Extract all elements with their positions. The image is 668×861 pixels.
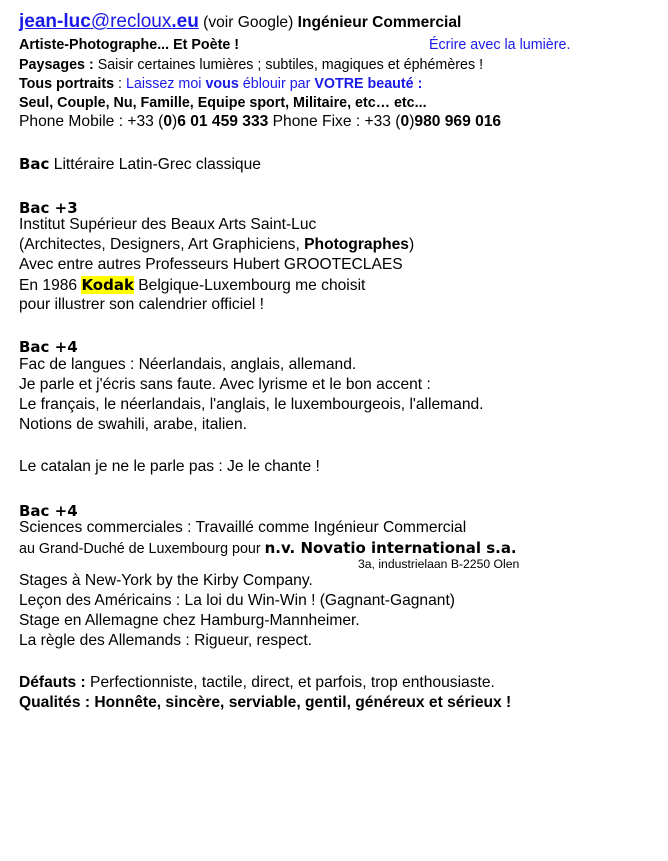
bac4-commerce-line1: Sciences commerciales : Travaillé comme Ingénieur Commercial [19,519,467,536]
portraits-text-1: Laissez moi [125,76,206,92]
bac4-commerce-line6: La règle des Allemands : Rigueur, respect. [19,632,312,649]
portraits-sep: : [114,76,126,92]
bac4-langues-line3: Le français, le néerlandais, l'anglais, le luxembourgeois, l'allemand. [19,396,484,413]
defauts-line [19,673,495,693]
defauts-text: Perfectionniste, tactile, direct, et parfois, trop enthousiaste. [85,674,495,691]
email-link[interactable] [19,11,199,32]
phone-zero-2: 0 [400,113,410,130]
bac3-title: Bac +3 [19,199,78,217]
bac-text: Littéraire Latin-Grec classique [49,156,261,173]
bac3-line1: Institut Supérieur des Beaux Arts Saint-Luc [19,216,317,233]
portraits-votre: VOTRE beauté : [314,76,423,92]
bac3-line4-b: Belgique-Luxembourg me choisit [133,277,366,294]
bac4-commerce-line5: Stage en Allemagne chez Hamburg-Mannheimer. [19,612,360,629]
paysages-text: Saisir certaines lumières ; subtiles, magiques et éphémères ! [93,57,484,73]
portraits-text-2: éblouir par [238,76,315,92]
bac3-line3: Avec entre autres Professeurs Hubert GROOTECLAES [19,256,403,273]
bac4-langues-line2: Je parle et j'écris sans faute. Avec lyrisme et le bon accent : [19,376,431,393]
phone-fixe-label: Phone Fixe : +33 ( [268,113,401,130]
bac4-langues-line4: Notions de swahili, arabe, italien. [19,416,247,433]
bac4-commerce-title: Bac +4 [19,502,78,520]
voir-google: (voir Google) [198,14,298,31]
bac4-commerce-line3: Stages à New-York by the Kirby Company. [19,572,313,589]
bac4-commerce-line2-a: au Grand-Duché de Luxembourg pour [19,541,265,557]
portraits-line [19,75,422,93]
bac4-commerce-line4: Leçon des Américains : La loi du Win-Win ! (Gagnant-Gagnant) [19,592,455,609]
phone-line [19,112,501,132]
bac3-line2-c: ) [408,236,415,253]
portraits-vous: vous [205,76,239,92]
bac-label: Bac [19,155,50,173]
bac4-langues-title: Bac +4 [19,338,78,356]
kodak-highlight: Kodak [81,276,134,294]
bac3-line2 [19,235,414,255]
email-domain: @recloux [90,11,172,32]
header-line [19,10,461,35]
job-title: Ingénieur Commercial [297,14,462,31]
defauts-label: Défauts : [19,674,86,691]
qualites-line: Qualités : Honnête, sincère, serviable, gentil, généreux et sérieux ! [19,694,512,711]
paysages-line [19,56,483,74]
bac3-line2-b: Photographes [304,236,409,253]
bac-line [19,154,261,175]
bac3-line2-a: (Architectes, Designers, Art Graphiciens, [19,236,305,253]
email-user: jean-luc [19,11,91,32]
phone-mobile-close: ) [172,113,178,130]
categories-line: Seul, Couple, Nu, Famille, Equipe sport, Militaire, etc… etc... [19,95,427,111]
slogan: Écrire avec la lumière. [429,37,571,53]
bac4-langues-line1: Fac de langues : Néerlandais, anglais, allemand. [19,356,357,373]
company-address: 3a, industrielaan B-2250 Olen [358,557,520,571]
phone-mobile-label: Phone Mobile : +33 ( [19,113,164,130]
phone-fixe-number: 980 969 016 [414,113,502,130]
bac3-line4-a: En 1986 [19,277,82,294]
bac3-line5: pour illustrer son calendrier officiel ! [19,296,264,313]
phone-fixe-close: ) [409,113,415,130]
portraits-label: Tous portraits [19,76,115,92]
bac4-langues-line5: Le catalan je ne le parle pas : Je le chante ! [19,458,320,475]
bac3-line4 [19,275,365,296]
paysages-label: Paysages : [19,57,94,73]
artist-title: Artiste-Photographe... Et Poète ! [19,37,240,53]
company-name: n.v. Novatio international s.a. [264,539,517,557]
phone-zero-1: 0 [163,113,173,130]
email-tld: .eu [171,11,199,32]
artist-line [19,36,239,54]
phone-mobile-number: 6 01 459 333 [177,113,269,130]
